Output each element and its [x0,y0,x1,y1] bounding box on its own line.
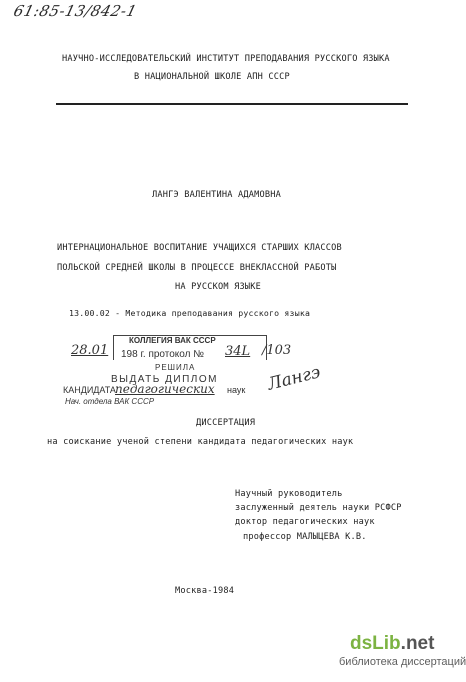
vak-approval-stamp [59,335,271,409]
degree-sought: на соискание ученой степени кандидата педагогических наук [47,437,354,447]
institute-name-line-1: НАУЧНО-ИССЛЕДОВАТЕЛЬСКИЙ ИНСТИТУТ ПРЕПОДАВАНИЯ РУССКОГО ЯЗЫКА [62,54,390,64]
stamp-line-3: РЕШИЛА [155,363,196,372]
city-year: Москва-1984 [175,586,235,596]
stamp-field-handwritten: педагогических [115,382,215,396]
stamp-suffix: /103 [262,343,292,358]
stamp-line-4: ВЫДАТЬ ДИПЛОМ [111,374,218,385]
title-line-1: ИНТЕРНАЦИОНАЛЬНОЕ ВОСПИТАНИЕ УЧАЩИХСЯ СТАРШИХ КЛАССОВ [57,243,342,253]
specialty-code: 13.00.02 - Методика преподавания русского языка [69,308,311,318]
stamp-line-2: 198 г. протокол № [121,349,204,360]
supervisor-line-3: доктор педагогических наук [235,517,375,527]
stamp-line-5: КАНДИДАТА [63,385,116,395]
supervisor-line-4: профессор МАЛЫЦЕВА К.В. [243,532,367,542]
stamp-line-6: Нач. отдела ВАК СССР [65,397,155,406]
institute-name-line-2: В НАЦИОНАЛЬНОЙ ШКОЛЕ АПН СССР [134,72,290,82]
watermark-tagline: библиотека диссертаций [339,656,466,668]
supervisor-line-1: Научный руководитель [235,489,343,499]
title-line-2: ПОЛЬСКОЙ СРЕДНЕЙ ШКОЛЫ В ПРОЦЕССЕ ВНЕКЛАССНОЙ РАБОТЫ [57,263,337,273]
title-line-3: НА РУССКОМ ЯЗЫКЕ [175,282,261,292]
stamp-line-1: КОЛЛЕГИЯ ВАК СССР [129,336,216,345]
watermark-logo [350,633,434,655]
author-name: ЛАНГЭ ВАЛЕНТИНА АДАМОВНА [152,190,281,200]
supervisor-line-2: заслуженный деятель науки РСФСР [235,503,402,513]
stamp-line-5-end: наук [227,385,246,395]
watermark-brand: dsLib [350,633,401,654]
header-divider [56,103,408,105]
handwritten-catalog-code: 61:85-13/842-1 [11,2,139,20]
document-type: ДИССЕРТАЦИЯ [196,418,256,428]
stamp-date: 28.01 [71,343,109,358]
watermark-tld: .net [400,633,435,654]
author-signature: Лангэ [265,362,323,395]
stamp-protocol-number: 34L [225,344,251,359]
